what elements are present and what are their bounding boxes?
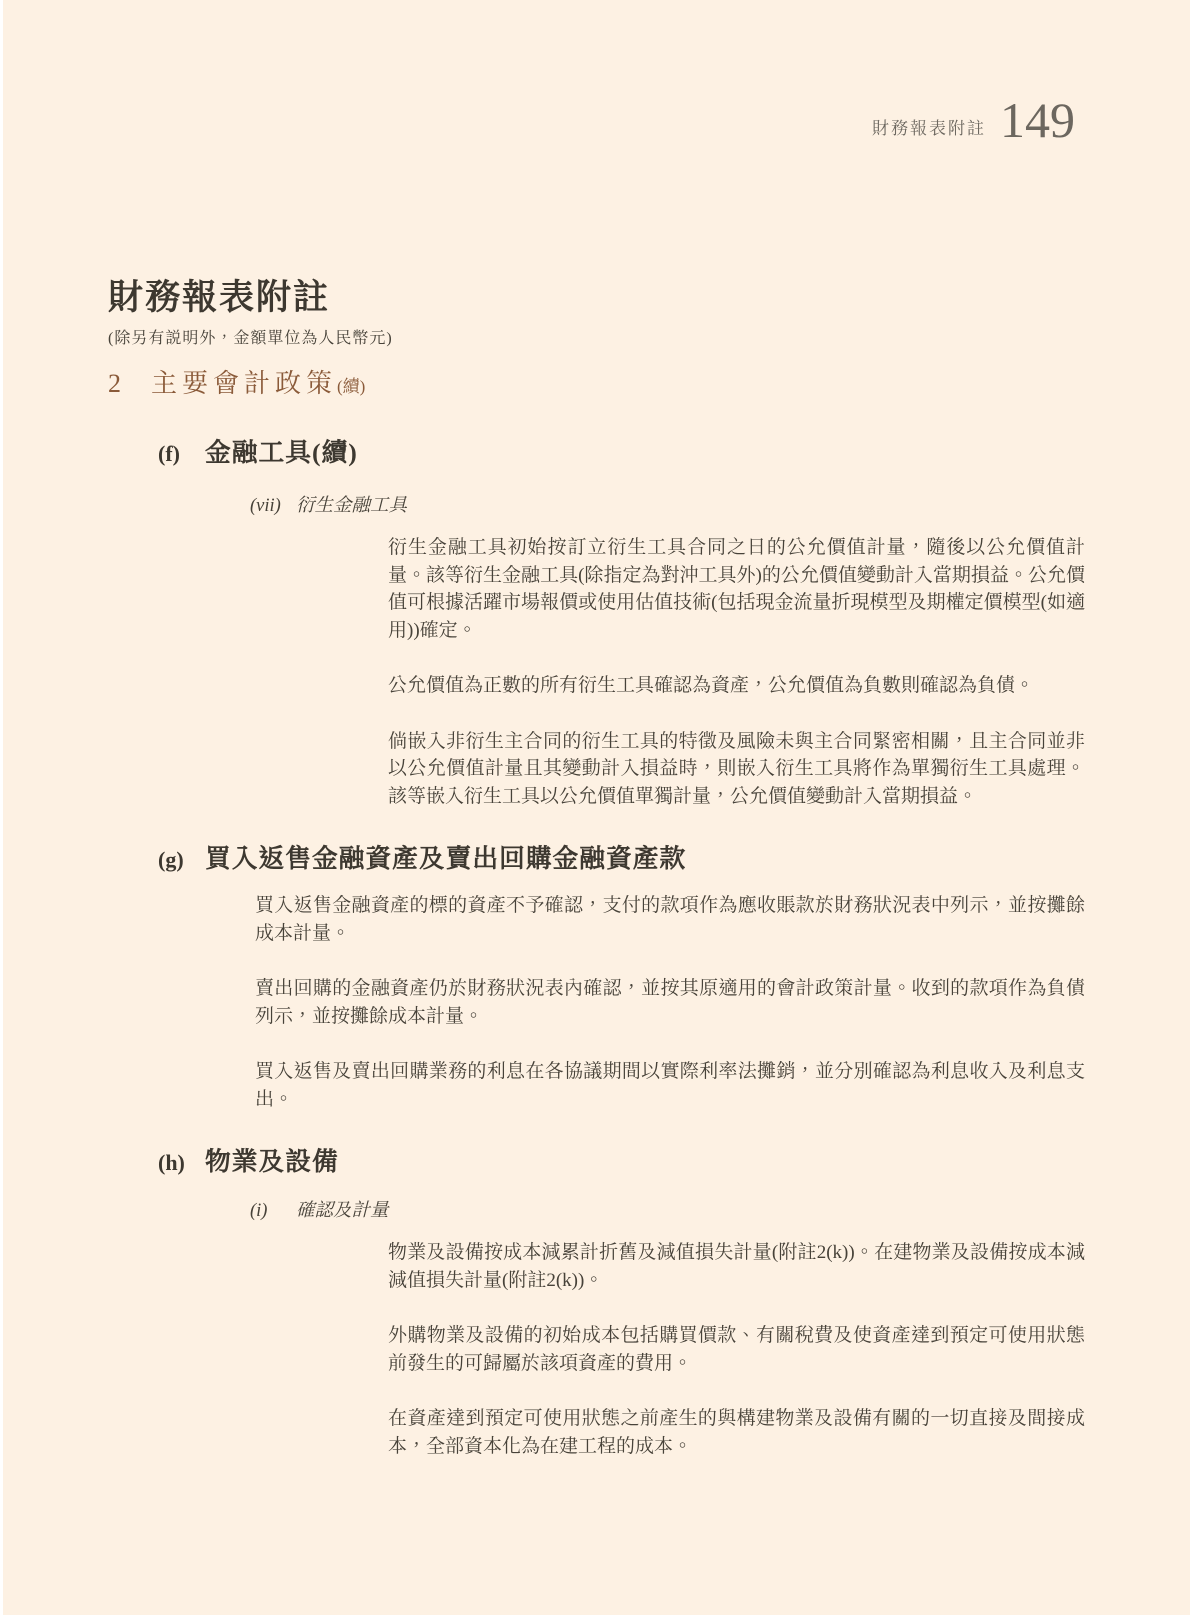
paragraph: 買入返售金融資產的標的資產不予確認，支付的款項作為應收賬款於財務狀況表中列示，並按攤餘成本計量。 [255,895,1085,944]
section-title-text: 主要會計政策 [151,369,338,398]
subsection-g [158,844,1085,1113]
section-2-heading [108,367,1085,404]
section-continued-suffix: (續) [337,377,366,396]
clause-i [250,1198,1085,1460]
paragraph: 物業及設備按成本減累計折舊及減值損失計量(附註2(k))。在建物業及設備按成本減減值損失計量(附註2(k))。 [388,1242,1085,1291]
clause-i-label: (i) [250,1201,268,1221]
clause-vii-label: (vii) [250,496,281,516]
paragraph: 衍生金融工具初始按訂立衍生工具合同之日的公允價值計量，隨後以公允價值計量。該等衍生金融工具(除指定為對沖工具外)的公允價值變動計入當期損益。公允價值可根據活躍市場報價或使用估值技術(包括現金流量折現模型及期權定價模型(如適用))確定。 [388,537,1085,641]
clause-i-heading [250,1198,1085,1224]
subsection-h-heading [158,1147,1085,1178]
paragraph: 公允價值為正數的所有衍生工具確認為資產，公允價值為負數則確認為負債。 [388,675,1035,696]
subsection-f-label: (f) [158,441,180,466]
paragraph: 賣出回購的金融資產仍於財務狀況表內確認，並按其原適用的會計政策計量。收到的款項作為負債列示，並按攤餘成本計量。 [255,978,1085,1027]
page-number: 149 [1000,92,1075,148]
clause-vii-body [388,534,1085,810]
paragraph: 倘嵌入非衍生主合同的衍生工具的特徵及風險未與主合同緊密相關，且主合同並非以公允價值計量且其變動計入損益時，則嵌入衍生工具將作為單獨衍生工具處理。該等嵌入衍生工具以公允價值單獨計量，公允價值變動計入當期損益。 [388,730,1085,807]
subsection-g-body [255,892,1085,1113]
document-subtitle: (除另有説明外，金額單位為人民幣元) [108,330,393,347]
subsection-g-label: (g) [158,847,184,872]
subsection-h-label: (h) [158,1150,185,1175]
running-header-label: 財務報表附註 [872,119,986,138]
paragraph: 買入返售及賣出回購業務的利息在各協議期間以實際利率法攤銷，並分別確認為利息收入及利息支出。 [255,1061,1085,1110]
clause-vii-heading [250,493,1085,519]
clause-vii-title: 衍生金融工具 [296,496,408,516]
paragraph: 在資產達到預定可使用狀態之前產生的與構建物業及設備有關的一切直接及間接成本，全部資本化為在建工程的成本。 [388,1408,1085,1457]
section-title [151,367,365,404]
clause-vii [250,493,1085,810]
subsection-g-heading [158,844,1085,875]
subsection-f-title: 金融工具(續) [205,438,358,467]
clause-i-title: 確認及計量 [296,1201,389,1221]
paragraph: 外購物業及設備的初始成本包括購買價款、有關稅費及使資產達到預定可使用狀態前發生的可歸屬於該項資產的費用。 [388,1325,1085,1374]
document-title: 財務報表附註 [108,278,331,317]
subsection-g-title: 買入返售金融資產及賣出回購金融資產款 [205,844,687,873]
subsection-f-heading [158,438,1085,469]
subsection-h [158,1147,1085,1460]
subsection-h-title: 物業及設備 [205,1147,339,1176]
clause-i-body [388,1239,1085,1460]
section-number: 2 [108,369,121,398]
subsection-f [158,438,1085,810]
